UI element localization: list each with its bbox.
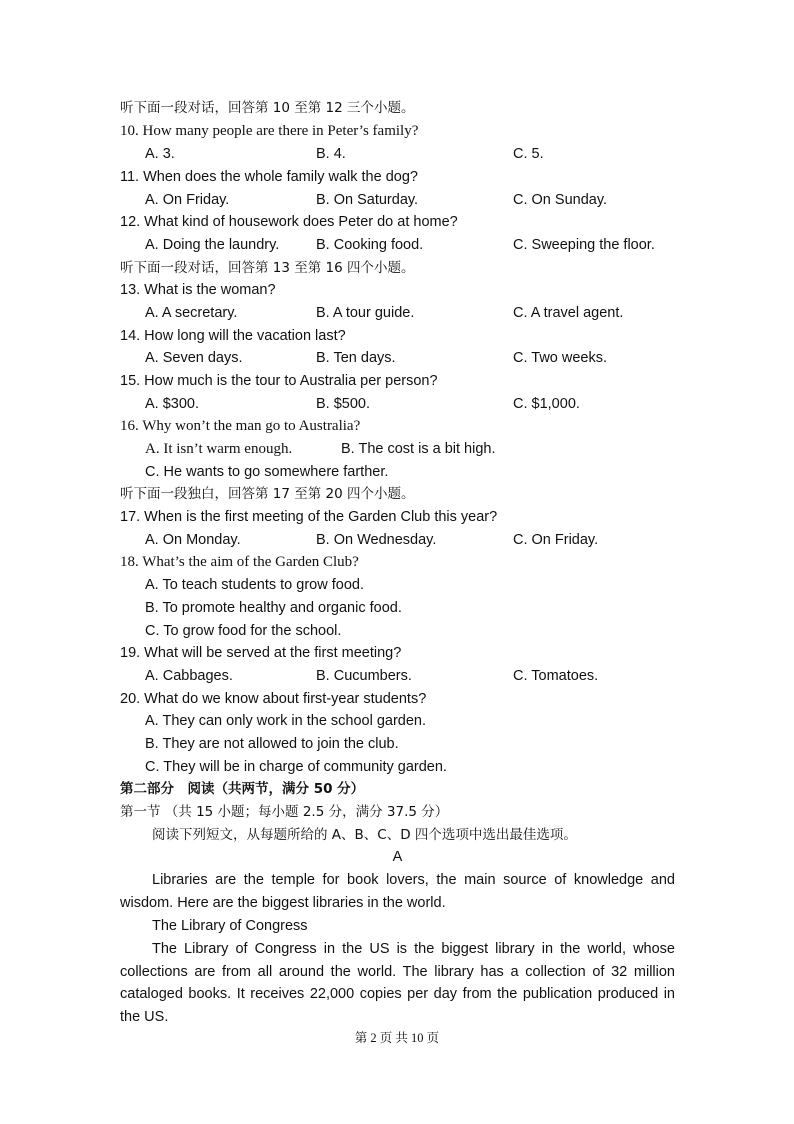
listening-intro: 听下面一段对话，回答第 13 至第 16 四个小题。	[120, 260, 415, 276]
option-a: A. 3.	[145, 146, 175, 162]
option-b: B. The cost is a bit high.	[341, 441, 496, 457]
option-b: B. $500.	[316, 396, 371, 412]
option-b: B. On Saturday.	[316, 192, 419, 208]
option-a: A. $300.	[145, 396, 200, 412]
option-a: A. To teach students to grow food.	[145, 577, 364, 593]
option-c: C. Tomatoes.	[513, 668, 599, 684]
option-c: C. Sweeping the floor.	[513, 237, 655, 253]
part-title: 第二部分 阅读（共两节，满分 50 分）	[120, 781, 365, 797]
listening-intro: 听下面一段对话，回答第 10 至第 12 三个小题。	[120, 100, 415, 116]
question-stem: 11. When does the whole family walk the dog?	[120, 169, 418, 185]
question-stem: 12. What kind of housework does Peter do at home?	[120, 214, 458, 230]
option-b: B. Cooking food.	[316, 237, 424, 253]
option-c: C. $1,000.	[513, 396, 580, 412]
question-stem: 16. Why won’t the man go to Australia?	[120, 418, 361, 434]
question-stem: 17. When is the first meeting of the Garden Club this year?	[120, 509, 498, 525]
page-footer: 第 2 页 共 10 页	[354, 1031, 440, 1045]
question-stem: 18. What’s the aim of the Garden Club?	[120, 554, 359, 570]
option-c: C. To grow food for the school.	[145, 623, 342, 639]
question-stem: 15. How much is the tour to Australia per person?	[120, 373, 438, 389]
question-stem: 19. What will be served at the first meeting?	[120, 645, 402, 661]
option-c: C. 5.	[513, 146, 544, 162]
paragraph: The Library of Congress in the US is the biggest library in the world, whose collections are from all around the world. The library has a collection of 32 million cataloged books. It receives 22,000 copies per day from the publication produced in the US.	[120, 941, 675, 1026]
option-c: C. On Sunday.	[513, 192, 608, 208]
option-c: C. He wants to go somewhere farther.	[145, 464, 389, 480]
option-c: C. On Friday.	[513, 532, 599, 548]
option-a: A. Seven days.	[145, 350, 243, 366]
question-stem: 20. What do we know about first-year students?	[120, 691, 427, 707]
section-title: 第一节 （共 15 小题；每小题 2.5 分，满分 37.5 分）	[120, 804, 449, 820]
question-stem: 14. How long will the vacation last?	[120, 328, 346, 344]
paragraph: Libraries are the temple for book lovers, the main source of knowledge and wisdom. Here are the biggest libraries in the world.	[120, 872, 675, 911]
option-b: B. Ten days.	[316, 350, 396, 366]
question-stem: 13. What is the woman?	[120, 282, 276, 298]
option-a: A. A secretary.	[145, 305, 238, 321]
option-b: B. To promote healthy and organic food.	[145, 600, 402, 616]
option-a: A. It isn’t warm enough.	[145, 441, 293, 457]
option-c: C. A travel agent.	[513, 305, 624, 321]
option-a: A. On Friday.	[145, 192, 230, 208]
option-a: A. On Monday.	[145, 532, 241, 548]
passage-label: A	[392, 849, 403, 865]
option-b: B. Cucumbers.	[316, 668, 412, 684]
listening-intro: 听下面一段独白，回答第 17 至第 20 四个小题。	[120, 486, 415, 502]
instruction: 阅读下列短文，从每题所给的 A、B、C、D 四个选项中选出最佳选项。	[152, 827, 577, 843]
option-b: B. A tour guide.	[316, 305, 415, 321]
option-b: B. They are not allowed to join the club.	[145, 736, 399, 752]
option-a: A. Doing the laundry.	[145, 237, 280, 253]
option-a: A. Cabbages.	[145, 668, 233, 684]
option-b: B. On Wednesday.	[316, 532, 437, 548]
option-c: C. Two weeks.	[513, 350, 608, 366]
question-stem: 10. How many people are there in Peter’s family?	[120, 123, 419, 139]
option-b: B. 4.	[316, 146, 346, 162]
subheading: The Library of Congress	[152, 918, 308, 934]
option-a: A. They can only work in the school garden.	[145, 713, 427, 729]
option-c: C. They will be in charge of community garden.	[145, 759, 447, 775]
